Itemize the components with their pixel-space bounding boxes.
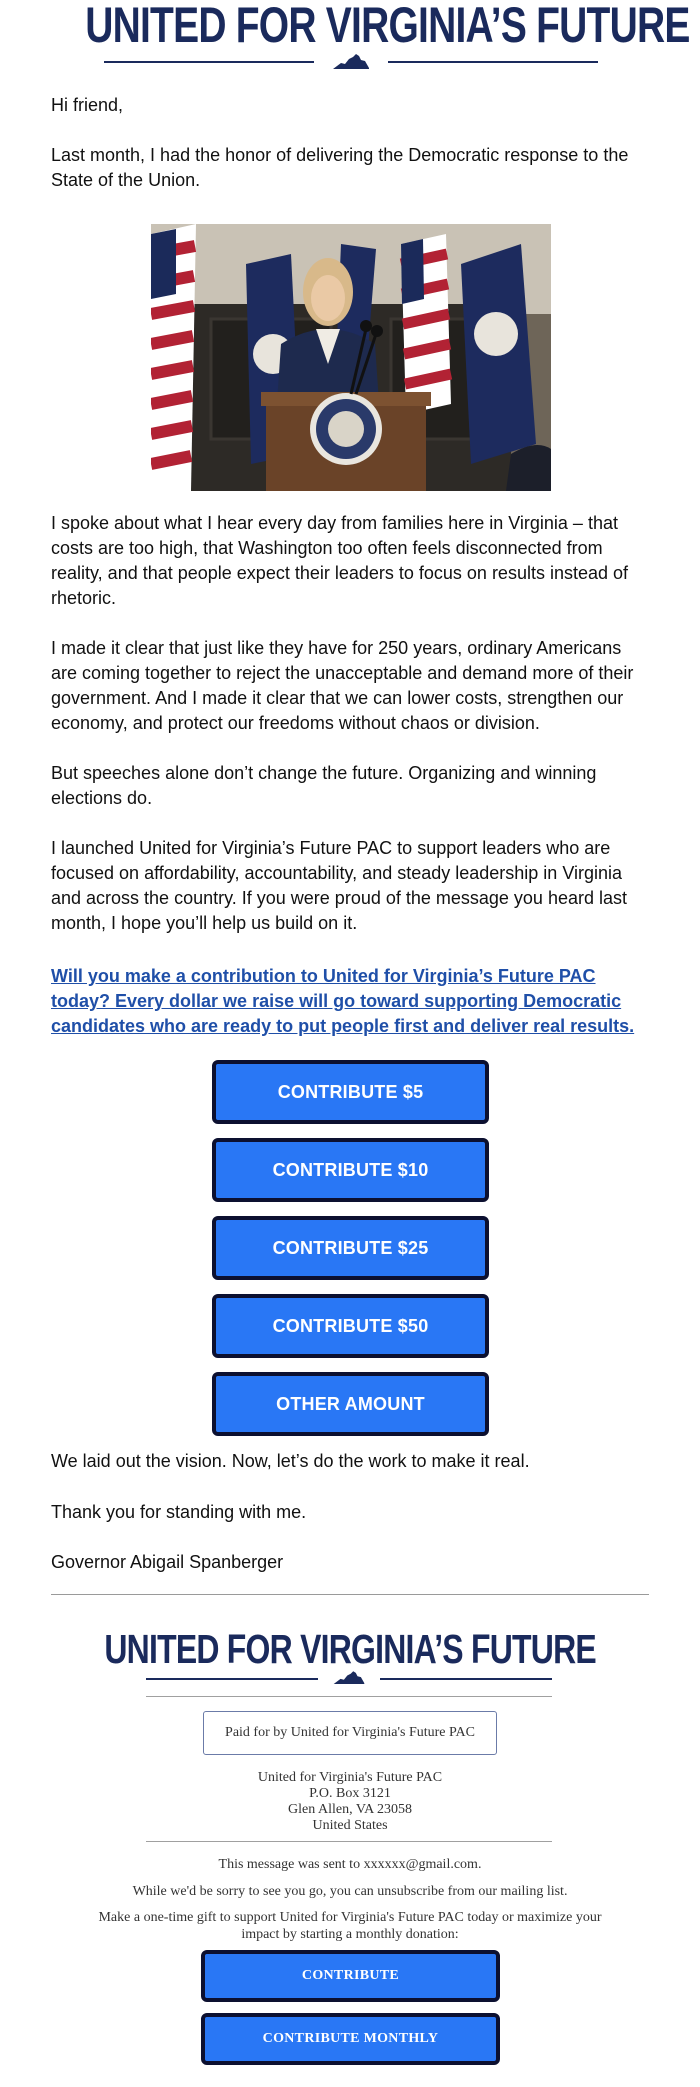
greeting: Hi friend,	[51, 95, 124, 115]
sent-to-text: This message was sent to xxxxxx@gmail.com.	[218, 1857, 482, 1872]
contribute-25-button[interactable]: CONTRIBUTE $25	[212, 1216, 489, 1280]
spanberger-photo	[151, 224, 551, 491]
contribute-link[interactable]: Will you make a contribution to United for Virginia’s Future PAC today? Every dollar we raise will go toward supporting Democratic candidates who are ready to put people first and deliver real results.	[51, 966, 635, 1036]
address-line-1: United for Virginia's Future PAC	[257, 1770, 443, 1785]
paragraph-2: I spoke about what I hear every day from families here in Virginia – that costs are too high, that Washington too often feels disconnected from reality, and that people expect their leaders to focus on results instead of rhetoric.	[51, 513, 629, 608]
contribute-10-button[interactable]: CONTRIBUTE $10	[212, 1138, 489, 1202]
paragraph-3: I made it clear that just like they have for 250 years, ordinary Americans are coming together to reject the unacceptable and demand more of their government. And I made it clear that we can lower costs, strengthen our economy, and protect our freedoms without chaos or division.	[51, 638, 634, 733]
logo-wordmark: UNITED FOR VIRGINIA’S FUTURE	[85, 0, 690, 53]
footer-virginia-state-icon	[332, 1670, 366, 1686]
footer-divider	[146, 1841, 552, 1842]
header-logo	[0, 0, 700, 72]
paid-for-box	[203, 1711, 497, 1755]
footer-contribute-button[interactable]: CONTRIBUTE	[201, 1950, 500, 2002]
address-block	[0, 1770, 700, 1834]
gift-text: Make a one-time gift to support United for Virginia's Future PAC today or maximize your impact by starting a monthly donation:	[98, 1910, 602, 1942]
paragraph-4: But speeches alone don’t change the future. Organizing and winning elections do.	[51, 763, 597, 808]
virginia-state-icon	[331, 53, 371, 71]
footer-logo-wordmark: UNITED FOR VIRGINIA’S FUTURE	[104, 1626, 596, 1672]
address-line-4: United States	[312, 1818, 388, 1833]
other-amount-button[interactable]: OTHER AMOUNT	[212, 1372, 489, 1436]
address-line-2: P.O. Box 3121	[309, 1786, 391, 1801]
closing-line-2: Thank you for standing with me.	[51, 1502, 307, 1522]
paragraph-1: Last month, I had the honor of delivering the Democratic response to the State of the Union.	[51, 145, 629, 190]
contribute-50-button[interactable]: CONTRIBUTE $50	[212, 1294, 489, 1358]
closing-line-1: We laid out the vision. Now, let’s do the work to make it real.	[51, 1451, 530, 1471]
divider	[51, 1594, 649, 1595]
signature: Governor Abigail Spanberger	[51, 1552, 284, 1572]
paragraph-5: I launched United for Virginia’s Future PAC to support leaders who are focused on affordability, accountability, and steady leadership in Virginia and across the country. If you were proud of the message you heard last month, I hope you’ll help us build on it.	[51, 838, 627, 933]
address-line-3: Glen Allen, VA 23058	[288, 1802, 412, 1817]
paid-for-text: Paid for by United for Virginia's Future PAC	[225, 1725, 475, 1740]
footer-contribute-monthly-button[interactable]: CONTRIBUTE MONTHLY	[201, 2013, 500, 2065]
contribute-5-button[interactable]: CONTRIBUTE $5	[212, 1060, 489, 1124]
unsubscribe-link[interactable]: While we'd be sorry to see you go, you can unsubscribe from our mailing list.	[132, 1884, 568, 1899]
footer-logo	[0, 1628, 700, 1688]
